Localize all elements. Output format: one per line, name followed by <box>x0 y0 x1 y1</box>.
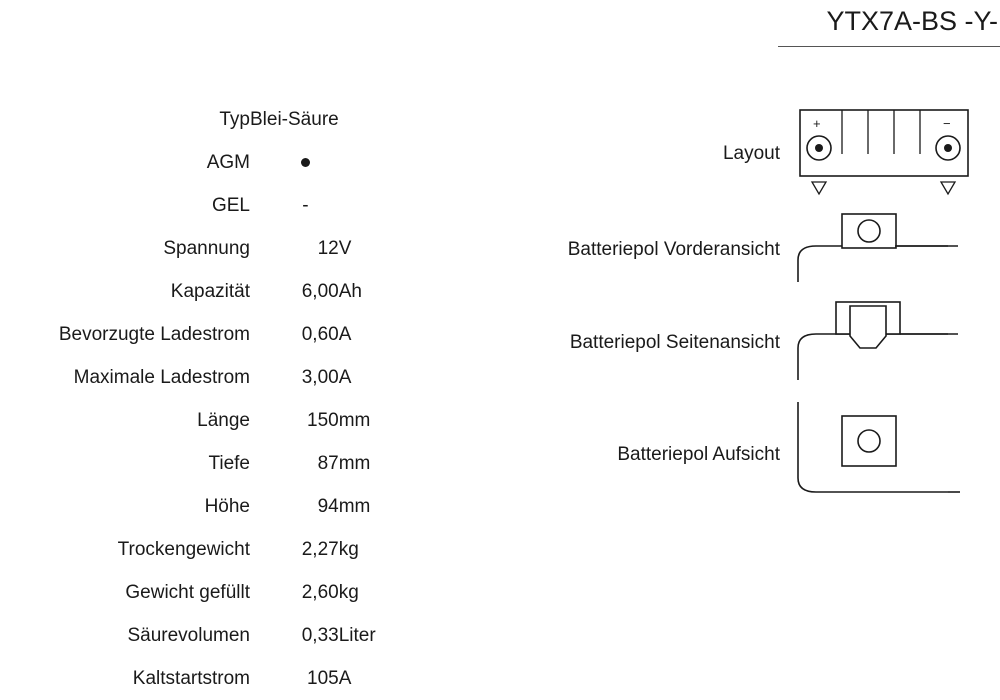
battery-layout-icon <box>798 104 978 204</box>
spec-unit <box>339 98 430 141</box>
front-view-label: Batteriepol Vorderansicht <box>567 239 780 260</box>
layout-diagram-art <box>798 104 988 204</box>
spec-label: Typ <box>219 108 250 130</box>
spec-label: Maximale Ladestrom <box>73 366 250 388</box>
spec-value: Blei-Säure <box>250 108 339 130</box>
spec-unit <box>339 141 430 184</box>
table-row <box>0 442 430 485</box>
table-row <box>0 614 430 657</box>
spec-value: 87 <box>317 452 339 474</box>
page-title <box>480 6 1000 46</box>
spec-value: 0,60 <box>301 323 339 345</box>
table-row <box>0 184 430 227</box>
side-view-label: Batteriepol Seitenansicht <box>569 332 780 353</box>
front-view-row <box>450 212 988 288</box>
title-underline <box>778 46 1000 47</box>
spec-value: 3,00 <box>301 366 339 388</box>
table-row <box>0 356 430 399</box>
spec-unit: A <box>338 366 352 388</box>
spec-value: 6,00 <box>301 280 339 302</box>
top-view-art <box>798 400 988 510</box>
spec-unit: kg <box>338 538 359 560</box>
spec-unit: mm <box>338 495 371 517</box>
spec-label: AGM <box>206 151 250 173</box>
table-row <box>0 141 430 184</box>
front-view-art <box>798 212 988 288</box>
top-view-row <box>450 400 988 510</box>
spec-label: Trockengewicht <box>117 538 250 560</box>
table-row <box>0 98 430 141</box>
spec-unit: Ah <box>338 280 362 302</box>
spec-value: 12 <box>317 237 339 259</box>
spec-value: 2,60 <box>301 581 339 603</box>
side-view-art <box>798 300 988 386</box>
spec-label: Kapazität <box>170 280 250 302</box>
spec-label: GEL <box>211 194 250 216</box>
spec-label: Höhe <box>204 495 250 517</box>
spec-value: 105 <box>307 667 339 689</box>
spec-unit: Liter <box>338 624 376 646</box>
spec-label: Gewicht gefüllt <box>125 581 250 603</box>
spec-unit: mm <box>338 452 371 474</box>
spec-value: 150 <box>307 409 339 431</box>
spec-label: Säurevolumen <box>127 624 250 646</box>
spec-unit: A <box>338 667 352 689</box>
layout-diagram-label: Layout <box>722 143 780 164</box>
table-row <box>0 571 430 614</box>
spec-label: Bevorzugte Ladestrom <box>58 323 250 345</box>
terminal-top-view-icon <box>798 400 978 510</box>
specification-table-body <box>0 98 430 700</box>
page-title-text: YTX7A-BS -Y- <box>826 6 998 36</box>
spec-label: Spannung <box>163 237 250 259</box>
spec-value: 94 <box>317 495 339 517</box>
spec-unit: kg <box>338 581 359 603</box>
table-row <box>0 485 430 528</box>
spec-label: Länge <box>197 409 250 431</box>
spec-value: 2,27 <box>301 538 339 560</box>
layout-diagram-row <box>450 104 988 204</box>
table-row <box>0 399 430 442</box>
bullet-icon <box>301 158 310 167</box>
terminal-front-view-icon <box>798 212 978 288</box>
spec-unit: mm <box>338 409 371 431</box>
plus-symbol: + <box>813 116 821 131</box>
spec-label: Tiefe <box>208 452 250 474</box>
spec-unit: V <box>338 237 352 259</box>
terminal-side-view-icon <box>798 300 978 386</box>
table-row <box>0 528 430 571</box>
spec-value: - <box>302 194 309 216</box>
spec-label: Kaltstartstrom <box>132 667 250 689</box>
spec-value: 0,33 <box>301 624 339 646</box>
spec-value <box>250 141 339 184</box>
top-view-label: Batteriepol Aufsicht <box>617 444 780 465</box>
table-row <box>0 227 430 270</box>
table-row <box>0 313 430 356</box>
specification-table <box>0 98 430 700</box>
spec-unit <box>339 184 430 227</box>
side-view-row <box>450 300 988 386</box>
minus-symbol: − <box>943 116 951 131</box>
spec-unit: A <box>338 323 352 345</box>
table-row <box>0 270 430 313</box>
